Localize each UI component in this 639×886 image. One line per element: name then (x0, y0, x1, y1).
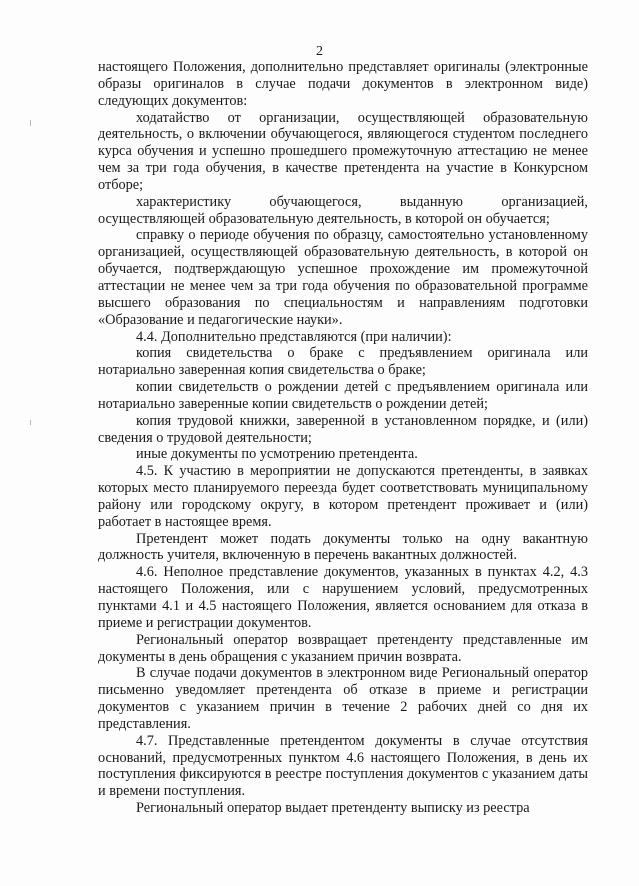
scan-margin-mark (30, 420, 31, 425)
paragraph: справку о периоде обучения по образцу, самостоятельно установленному организацией, осуществляющей образовательную деятельность, в которой он обучается, подтверждающую успешное прохождение им промежуточной аттестации не менее чем за три года обучения по образовательной программе высшего образования по специальностям и направлениям подготовки «Образование и педагогические науки». (98, 227, 588, 328)
paragraph: 4.6. Неполное представление документов, указанных в пунктах 4.2, 4.3 настоящего Положения, или с нарушением условий, предусмотренных пунктами 4.1 и 4.5 настоящего Положения, является основанием для отказа в приеме и регистрации документов. (98, 564, 588, 631)
paragraph: копии свидетельств о рождении детей с предъявлением оригинала или нотариально заверенные копии свидетельств о рождении детей; (98, 379, 588, 412)
paragraph: 4.5. К участию в мероприятии не допускаются претенденты, в заявках которых место планируемого переезда будет соответствовать муниципальному району или городскому округу, в котором претендент проживает и (или) работает в настоящее время. (98, 463, 588, 530)
paragraph: Региональный оператор возвращает претенденту представленные им документы в день обращения с указанием причин возврата. (98, 631, 588, 665)
scan-margin-mark (30, 120, 31, 126)
paragraph: ходатайство от организации, осуществляющей образовательную деятельность, о включении обучающегося, являющегося студентом последнего курса обучения и успешно прошедшего промежуточную аттестацию не менее чем за три года обучения, в качестве претендента на участие в Конкурсном отборе; (98, 109, 588, 193)
paragraph: 4.4. Дополнительно представляются (при наличии): (136, 328, 452, 345)
paragraph: копия трудовой книжки, заверенной в установленном порядке, и (или) сведения о трудовой деятельности; (98, 412, 588, 446)
page-number: 2 (316, 44, 323, 59)
paragraph: Региональный оператор выдает претенденту выписку из реестра (136, 800, 530, 817)
paragraph: копия свидетельства о браке с предъявлением оригинала или нотариально заверенная копия свидетельства о браке; (98, 345, 588, 379)
paragraph: Претендент может подать документы только на одну вакантную должность учителя, включенную в перечень вакантных должностей. (98, 530, 588, 564)
paragraph: В случае подачи документов в электронном виде Региональный оператор письменно уведомляет претендента об отказе в приеме и регистрации документов с указанием причин в течение 2 рабочих дней со дня их представления. (98, 665, 588, 732)
paragraph: настоящего Положения, дополнительно представляет оригиналы (электронные образы оригиналов в случае подачи документов в электронном виде) следующих документов: (98, 59, 588, 109)
paragraph: характеристику обучающегося, выданную организацией, осуществляющей образовательную деятельность, в которой он обучается; (98, 193, 588, 227)
paragraph: 4.7. Представленные претендентом документы в случае отсутствия оснований, предусмотренных пунктом 4.6 настоящего Положения, в день их поступления фиксируются в реестре поступления документов с указанием даты и времени поступления. (98, 732, 588, 800)
paragraph: иные документы по усмотрению претендента. (136, 446, 418, 463)
document-body (98, 59, 588, 817)
